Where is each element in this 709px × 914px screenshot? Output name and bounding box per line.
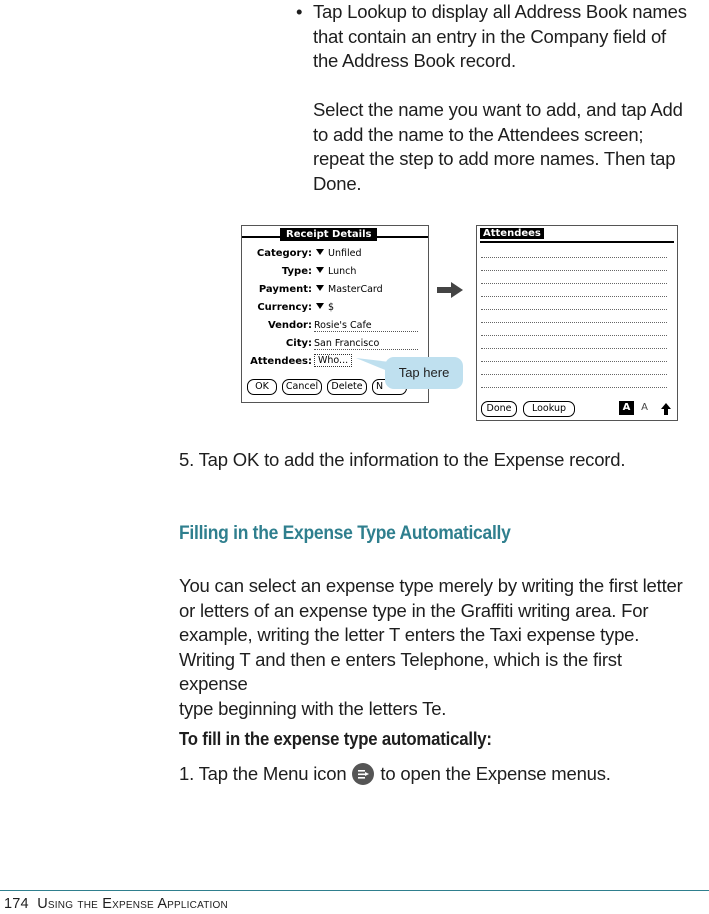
text-line: Select the name you want to add, and tap Add xyxy=(313,99,683,120)
done-button[interactable]: Done xyxy=(481,401,517,417)
bullet-mark: • xyxy=(296,1,303,22)
section-heading: Filling in the Expense Type Automatically xyxy=(179,523,511,544)
select-paragraph xyxy=(313,98,693,196)
dropdown-icon xyxy=(316,249,324,255)
text-line: to add the name to the Attendees screen; xyxy=(313,123,644,145)
text-line: You can select an expense type merely by writing the first letter xyxy=(179,575,683,596)
text-line: the Address Book record. xyxy=(313,50,516,71)
divider xyxy=(481,270,667,271)
who-selector[interactable]: Who... xyxy=(314,354,352,367)
dropdown-icon xyxy=(316,285,324,291)
currency-label: Currency: xyxy=(257,302,312,313)
screen-title: Attendees xyxy=(480,228,544,239)
ok-button[interactable]: OK xyxy=(247,379,277,395)
divider xyxy=(481,309,667,310)
step-1 xyxy=(179,762,611,787)
divider xyxy=(481,283,667,284)
arrow-right-icon xyxy=(436,281,464,299)
text-line: Done. xyxy=(313,172,362,194)
text-line: Tap Lookup to display all Address Book names xyxy=(313,1,687,22)
page-number: 174 xyxy=(4,896,29,912)
divider xyxy=(481,335,667,336)
step-1-text-before: 1. Tap the Menu icon xyxy=(179,763,347,784)
city-label: City: xyxy=(285,338,312,349)
body-paragraph xyxy=(179,574,689,721)
shift-lower-indicator[interactable]: A xyxy=(641,402,648,413)
attendees-screen xyxy=(476,225,678,421)
divider xyxy=(481,374,667,375)
divider xyxy=(481,322,667,323)
text-line: type beginning with the letters Te. xyxy=(179,697,447,719)
text-line: that contain an entry in the Company field of xyxy=(313,25,666,47)
bullet-paragraph xyxy=(313,0,693,74)
divider xyxy=(481,387,667,388)
divider xyxy=(481,348,667,349)
scroll-up-arrow-icon[interactable] xyxy=(660,402,672,416)
chapter-title: Using the Expense Application xyxy=(37,896,228,912)
tap-here-callout: Tap here xyxy=(385,357,463,389)
delete-button[interactable]: Delete xyxy=(327,379,367,395)
category-label: Category: xyxy=(256,248,312,259)
currency-picker[interactable]: $ xyxy=(316,302,334,313)
city-field[interactable]: San Francisco xyxy=(314,338,418,350)
text-line: repeat the step to add more names. Then tap xyxy=(313,148,676,169)
step-1-text-after: to open the Expense menus. xyxy=(380,763,611,784)
text-line: Writing T and then e enters Telephone, which is the first expense xyxy=(179,648,622,694)
payment-label: Payment: xyxy=(258,284,312,295)
screen-title: Receipt Details xyxy=(280,228,377,241)
attendees-label: Attendees: xyxy=(250,356,312,367)
divider xyxy=(481,296,667,297)
dropdown-icon xyxy=(316,303,324,309)
divider xyxy=(481,361,667,362)
vendor-field[interactable]: Rosie's Cafe xyxy=(314,320,418,332)
divider xyxy=(481,257,667,258)
footer-rule xyxy=(0,890,709,891)
note-button[interactable]: N xyxy=(372,379,407,395)
text-line: example, writing the letter T enters the Taxi expense type. xyxy=(179,624,640,645)
category-picker[interactable]: Unfiled xyxy=(316,248,361,259)
payment-picker[interactable]: MasterCard xyxy=(316,284,383,295)
text-line: or letters of an expense type in the Graffiti writing area. For xyxy=(179,599,649,621)
lookup-button[interactable]: Lookup xyxy=(523,401,575,417)
vendor-label: Vendor: xyxy=(267,320,312,331)
type-picker[interactable]: Lunch xyxy=(316,266,356,277)
menu-icon xyxy=(352,763,374,785)
type-label: Type: xyxy=(281,266,312,277)
page-footer xyxy=(4,896,228,912)
procedure-subhead: To fill in the expense type automatically: xyxy=(179,729,492,749)
dropdown-icon xyxy=(316,267,324,273)
cancel-button[interactable]: Cancel xyxy=(282,379,322,395)
shift-upper-indicator[interactable]: A xyxy=(619,401,634,415)
step-5: 5. Tap OK to add the information to the Expense record. xyxy=(179,449,626,470)
